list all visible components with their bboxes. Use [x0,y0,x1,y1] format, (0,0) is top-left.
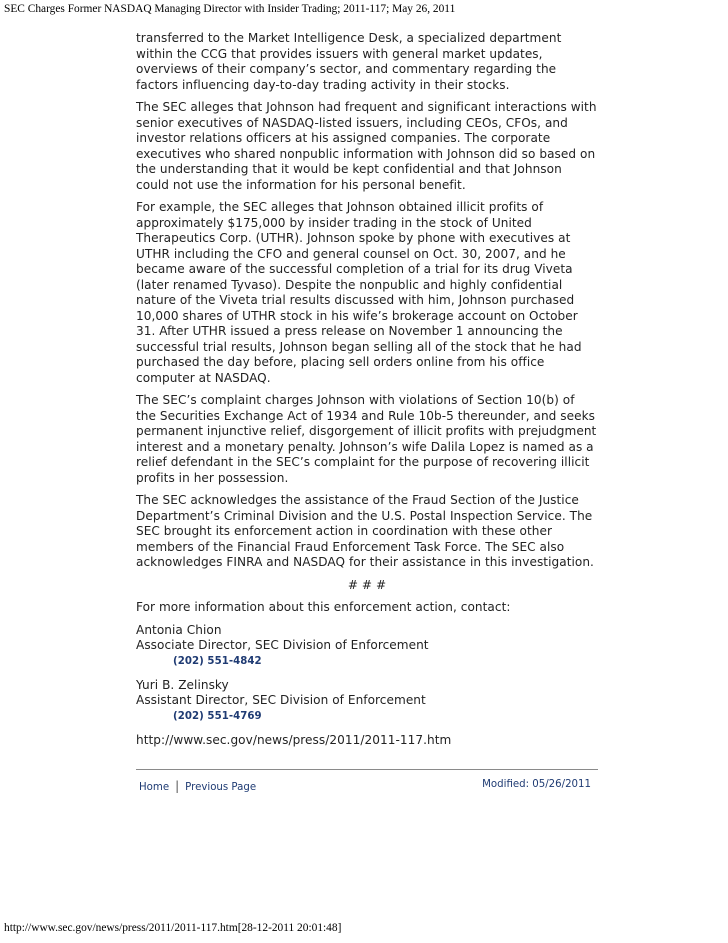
footer-nav [139,779,256,793]
paragraph: For example, the SEC alleges that Johnson obtained illicit profits of approximately $175,000 by insider trading in the stock of United Therapeutics Corp. (UTHR). Johnson spoke by phone with executives at UTHR including the CFO and general counsel on Oct. 30, 2007, and he became aware of the successful completion of a trial for its drug Viveta (later renamed Tyvaso). Despite the nonpublic and highly confidential nature of the Viveta trial results discussed with him, Johnson purchased 10,000 shares of UTHR stock in his wife’s brokerage account on October 31. After UTHR issued a press release on November 1 announcing the successful trial results, Johnson began selling all of the stock that he had purchased the day before, placing sell orders online from his office computer at NASDAQ. [136,200,582,385]
home-link[interactable]: Home [139,782,170,793]
paragraph: transferred to the Market Intelligence Desk, a specialized department within the CCG that provides issuers with general market updates, overviews of their company’s sector, and commentary regarding the factors influencing day-to-day trading activity in their stocks. [136,31,562,92]
end-marker: # # # [347,577,387,592]
press-release-body [136,31,598,755]
footer-divider [136,769,598,770]
contact-title: Associate Director, SEC Division of Enforcement [136,638,429,652]
paragraph: The SEC alleges that Johnson had frequent and significant interactions with senior executives of NASDAQ-listed issuers, including CEOs, CFOs, and investor relations officers at his assigned companies. The corporate executives who shared nonpublic information with Johnson did so based on the understanding that it would be kept confidential and that Johnson could not use the information for his personal benefit. [136,100,597,192]
print-footer: http://www.sec.gov/news/press/2011/2011-117.htm[28-12-2011 20:01:48] [4,922,342,934]
contact-title: Assistant Director, SEC Division of Enforcement [136,693,426,707]
modified-date [482,779,591,790]
paragraph: The SEC’s complaint charges Johnson with violations of Section 10(b) of the Securities Exchange Act of 1934 and Rule 10b-5 thereunder, and seeks permanent injunctive relief, disgorgement of illicit profits with prejudgment interest and a monetary penalty. Johnson’s wife Dalila Lopez is named as a relief defendant in the SEC’s complaint for the purpose of recovering illicit profits in her possession. [136,393,597,485]
contact-block [136,678,598,724]
contact-intro: For more information about this enforcement action, contact: [136,600,511,614]
contact-phone: (202) 551-4842 [173,655,262,667]
print-header: SEC Charges Former NASDAQ Managing Director with Insider Trading; 2011-117; May 26, 2011 [4,3,456,15]
modified-value: 05/26/2011 [532,779,591,790]
page-url: http://www.sec.gov/news/press/2011/2011-117.htm [136,732,452,747]
contact-phone: (202) 551-4769 [173,710,262,722]
nav-separator: | [175,779,180,793]
previous-page-link[interactable]: Previous Page [185,782,257,793]
contact-name: Yuri B. Zelinsky [136,677,229,692]
modified-label: Modified: [482,779,530,790]
paragraph: The SEC acknowledges the assistance of the Fraud Section of the Justice Department’s Criminal Division and the U.S. Postal Inspection Service. The SEC brought its enforcement action in coordination with these other members of the Financial Fraud Enforcement Task Force. The SEC also acknowledges FINRA and NASDAQ for their assistance in this investigation. [136,493,594,569]
contact-name: Antonia Chion [136,622,222,637]
contact-block [136,623,598,669]
